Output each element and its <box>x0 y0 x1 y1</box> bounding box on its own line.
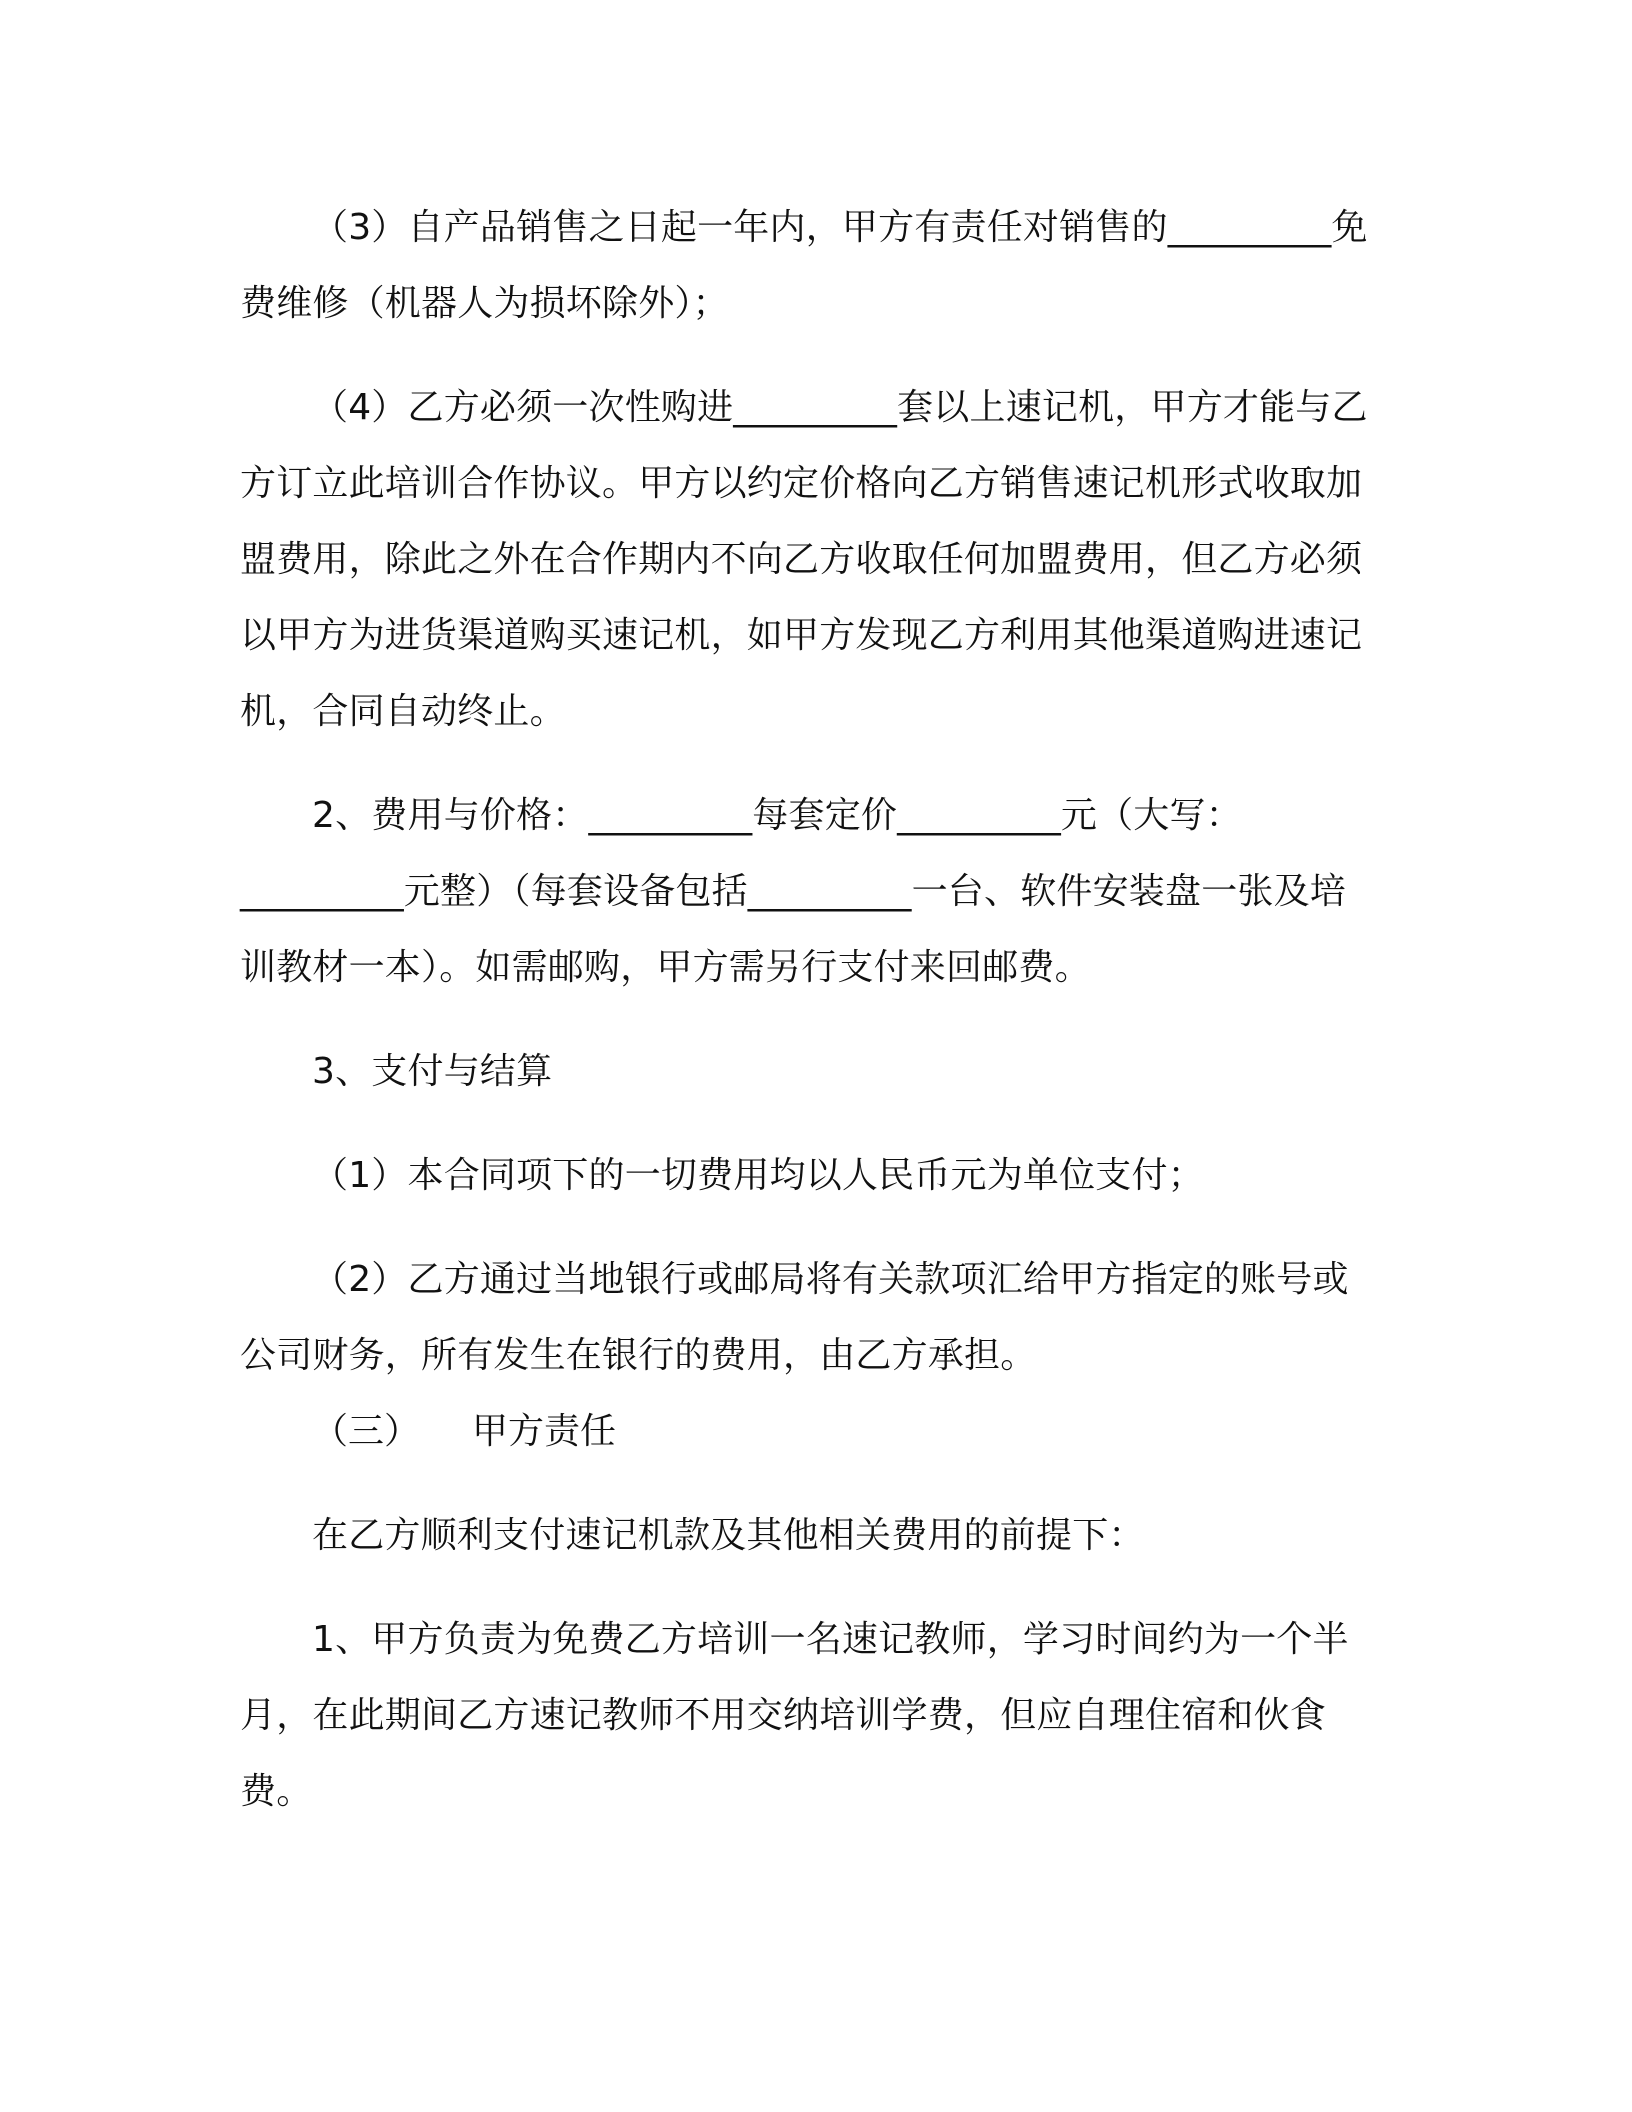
clause-4-purchase: （4）乙方必须一次性购进_________套以上速记机，甲方才能与乙方订立此培训合作协议。甲方以约定价格向乙方销售速记机形式收取加盟费用，除此之外在合作期内不向乙方收取任何加盟费用，但乙方必须以甲方为进货渠道购买速记机，如甲方发现乙方利用其他渠道购进速记机，合同自动终止。 <box>240 387 1368 732</box>
payment-clause-2: （2）乙方通过当地银行或邮局将有关款项汇给甲方指定的账号或公司财务，所有发生在银行的费用，由乙方承担。 <box>240 1259 1349 1376</box>
payment-settlement-heading: 3、支付与结算 <box>312 1051 553 1092</box>
duty-1-training: 1、甲方负责为免费乙方培训一名速记教师，学习时间约为一个半月，在此期间乙方速记教师不用交纳培训学费，但应自理住宿和伙食费。 <box>240 1619 1349 1812</box>
section-title: 甲方责任 <box>472 1411 617 1452</box>
section-number: （三） <box>312 1411 421 1452</box>
fees-and-price: 2、费用与价格：_________每套定价_________元（大写：_________元整）（每套设备包括_________一台、软件安装盘一张及培训教材一本）。如需邮购，甲方需另行支付来回邮费。 <box>240 795 1347 988</box>
section-heading-party-a-duties <box>240 1394 1370 1470</box>
document-body <box>240 190 1370 1830</box>
clause-3-repair: （3）自产品销售之日起一年内，甲方有责任对销售的_________免费维修（机器人为损坏除外）； <box>240 207 1368 324</box>
precondition-paragraph: 在乙方顺利支付速记机款及其他相关费用的前提下： <box>312 1515 1145 1556</box>
payment-clause-1: （1）本合同项下的一切费用均以人民币元为单位支付； <box>312 1155 1204 1196</box>
